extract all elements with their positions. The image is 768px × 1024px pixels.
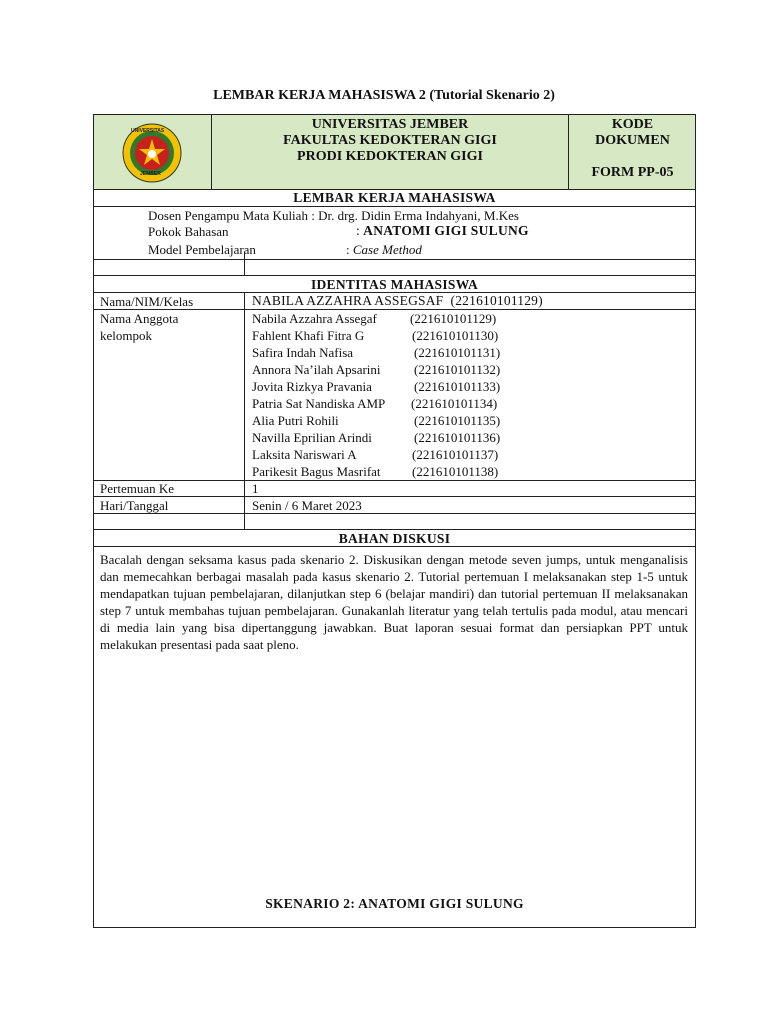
dosen-label: Dosen Pengampu Mata Kuliah : bbox=[148, 208, 319, 223]
pokok-sep: : bbox=[356, 223, 364, 238]
nama-row bbox=[94, 293, 695, 310]
member-name: Jovita Rizkya Pravania bbox=[252, 379, 372, 394]
bahan-body bbox=[94, 547, 695, 927]
document-code-cell bbox=[570, 115, 695, 189]
empty-row-2 bbox=[94, 514, 695, 530]
member-nim: (221610101138) bbox=[412, 464, 499, 479]
hari-label: Hari/Tanggal bbox=[100, 498, 169, 513]
form-code: FORM PP-05 bbox=[591, 165, 674, 180]
bahan-diskusi-text: Bacalah dengan seksama kasus pada skenario 2. Diskusikan dengan metode seven jumps, untuk menganalisis dan memecahkan berbagai masalah pada kasus skenario 2. Tutorial pertemuan I melaksanakan step 1-5 untuk mendapatkan tujuan pembelajaran, dilanjutkan step 6 (belajar mandiri) dan tutorial pertemuan II melaksanakan step 7 untuk membahas tujuan pembelajaran. Gunakanlah literatur yang telah tertulis pada modul, atau mencari di media lain yang bisa dipertanggung jawabkan. Buat laporan sesuai format dan persiapkan PPT untuk melakukan presentasi pada saat pleno. bbox=[100, 552, 688, 652]
hari-value: Senin / 6 Maret 2023 bbox=[252, 498, 362, 513]
model-line bbox=[346, 242, 422, 258]
cell-divider bbox=[244, 310, 245, 480]
model-sep: : bbox=[346, 242, 353, 257]
model-label: Model Pembelajaran bbox=[148, 242, 256, 257]
model-value: Case Method bbox=[352, 242, 422, 257]
lembar-heading bbox=[94, 190, 695, 207]
cell-divider bbox=[244, 481, 245, 496]
document-title: LEMBAR KERJA MAHASISWA 2 (Tutorial Skenario 2) bbox=[213, 88, 555, 103]
dokumen-label: DOKUMEN bbox=[595, 133, 670, 148]
anggota-row bbox=[94, 310, 695, 481]
cell-divider bbox=[244, 497, 245, 513]
cell-divider bbox=[244, 293, 245, 309]
bahan-heading-text: BAHAN DISKUSI bbox=[338, 531, 451, 546]
member-name: Nabila Azzahra Assegaf bbox=[252, 311, 377, 326]
form-table bbox=[93, 114, 696, 928]
bahan-heading bbox=[94, 530, 695, 547]
nama-value: NABILA AZZAHRA ASSEGSAF (221610101129) bbox=[252, 293, 543, 308]
cell-divider bbox=[244, 260, 245, 275]
dosen-line bbox=[148, 208, 519, 224]
faculty-name: FAKULTAS KEDOKTERAN GIGI bbox=[283, 133, 497, 148]
dosen-value: Dr. drg. Didin Erma Indahyani, M.Kes bbox=[318, 208, 519, 223]
anggota-label-1: Nama Anggota bbox=[100, 311, 179, 326]
member-name: Patria Sat Nandiska AMP bbox=[252, 396, 386, 411]
pertemuan-value: 1 bbox=[252, 481, 259, 496]
member-name: Fahlent Khafi Fitra G bbox=[252, 328, 365, 343]
member-name: Safira Indah Nafisa bbox=[252, 345, 354, 360]
member-name: Parikesit Bagus Masrifat bbox=[252, 464, 381, 479]
cell-divider bbox=[244, 514, 245, 529]
pokok-line bbox=[356, 223, 529, 239]
identitas-heading-text: IDENTITAS MAHASISWA bbox=[310, 277, 479, 292]
pertemuan-row bbox=[94, 481, 695, 497]
divider bbox=[244, 252, 245, 260]
member-name: Annora Na’ilah Apsarini bbox=[252, 362, 381, 377]
member-nim: (221610101134) bbox=[411, 396, 498, 411]
empty-row-1 bbox=[94, 260, 695, 276]
member-nim: (221610101129) bbox=[410, 311, 497, 326]
nama-label: Nama/NIM/Kelas bbox=[100, 294, 194, 309]
member-name: Laksita Nariswari A bbox=[252, 447, 357, 462]
member-nim: (221610101132) bbox=[414, 362, 501, 377]
kode-label: KODE bbox=[611, 117, 654, 132]
member-nim: (221610101131) bbox=[414, 345, 501, 360]
member-name: Alia Putri Rohili bbox=[252, 413, 339, 428]
lembar-heading-text: LEMBAR KERJA MAHASISWA bbox=[293, 190, 496, 205]
header-row bbox=[94, 115, 695, 190]
anggota-label-2: kelompok bbox=[100, 328, 152, 343]
skenario-title: SKENARIO 2: ANATOMI GIGI SULUNG bbox=[265, 896, 524, 911]
member-nim: (221610101137) bbox=[412, 447, 499, 462]
pokok-value: ANATOMI GIGI SULUNG bbox=[363, 223, 529, 238]
pertemuan-label: Pertemuan Ke bbox=[100, 481, 175, 496]
member-nim: (221610101133) bbox=[414, 379, 501, 394]
university-name: UNIVERSITAS JEMBER bbox=[311, 117, 469, 132]
identitas-heading bbox=[94, 276, 695, 293]
member-name: Navilla Eprilian Arindi bbox=[252, 430, 372, 445]
member-nim: (221610101136) bbox=[414, 430, 501, 445]
member-nim: (221610101135) bbox=[414, 413, 501, 428]
university-cell bbox=[212, 115, 569, 189]
member-nim: (221610101130) bbox=[412, 328, 499, 343]
pokok-label: Pokok Bahasan bbox=[148, 224, 229, 239]
logo-cell bbox=[94, 115, 212, 189]
hari-row bbox=[94, 497, 695, 514]
logo-text-top: UNIVERSITAS bbox=[131, 128, 165, 134]
logo-text-bottom: JEMBER bbox=[140, 171, 161, 177]
course-info bbox=[94, 207, 695, 260]
program-name: PRODI KEDOKTERAN GIGI bbox=[297, 149, 483, 164]
